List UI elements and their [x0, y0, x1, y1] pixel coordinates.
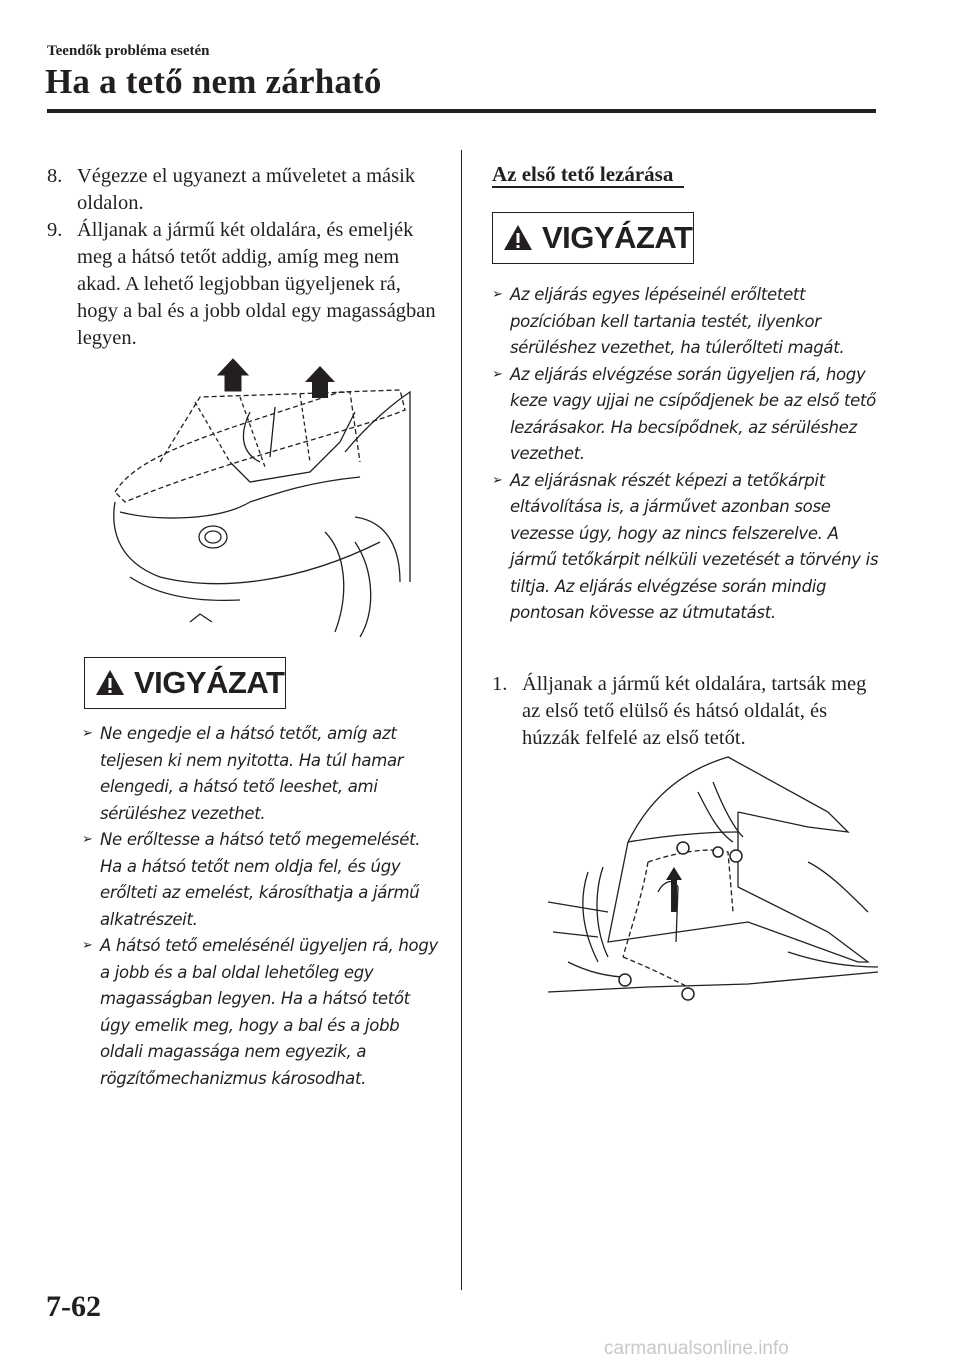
- column-divider: [461, 150, 462, 1290]
- front-roof-lift-illustration: [548, 752, 880, 1012]
- arrow-bullet-icon: ➢: [492, 287, 503, 302]
- arrow-bullet-icon: ➢: [82, 938, 93, 953]
- caution-box: [84, 657, 286, 709]
- step-text: Álljanak a jármű két oldalára, és emeljék meg a hátsó tetőt addig, amíg meg nem akad. A lehető legjobban ügyeljenek rá, hogy a bal és a jobb oldal egy magasságban legyen.: [77, 219, 436, 349]
- step-9: [47, 217, 437, 352]
- caution-item: ➢ Az eljárásnak részét képezi a tetőkárpit eltávolítása is, a járművet azonban sose vezesse úgy, hogy az nincs felszerelve. A jármű tetőkárpit nélküli vezetését a törvény is tiltja. Az eljárás elvégzése során mindig pontosan kövesse az útmutatást.: [492, 468, 882, 627]
- step-text: Álljanak a jármű két oldalára, tartsák meg az első tető elülső és hátsó oldalát, és húzzák felfelé az első tetőt.: [522, 673, 867, 749]
- caution-label: VIGYÁZAT: [542, 220, 693, 255]
- caution-box: [492, 212, 694, 264]
- section-label: Teendők probléma esetén: [47, 43, 210, 59]
- arrow-bullet-icon: ➢: [492, 366, 503, 382]
- caution-list: [82, 721, 442, 1092]
- page-title: Ha a tető nem zárható: [45, 62, 382, 101]
- arrow-bullet-icon: ➢: [82, 832, 93, 847]
- caution-item: ➢ Az eljárás egyes lépéseinél erőltetett pozícióban kell tartania testét, ilyenkor sérüléshez vezethet, ha túlerőlteti magát.: [492, 282, 882, 362]
- step-number: 8.: [47, 165, 63, 187]
- caution-list: [492, 282, 882, 627]
- caution-item: ➢ A hátsó tető emelésénél ügyeljen rá, hogy a jobb és a bal oldal lehetőleg egy magasságban legyen. Ha a hátsó tetőt úgy emelik meg, hogy a bal és a jobb oldali magassága nem egyezik, a rögzítőmechanizmus károsodhat.: [82, 933, 442, 1092]
- step-8: [47, 163, 437, 217]
- rear-roof-lift-illustration: [100, 352, 418, 642]
- title-rule: [47, 109, 876, 113]
- step-1: [492, 671, 882, 752]
- caution-item: ➢ Ne engedje el a hátsó tetőt, amíg azt teljesen ki nem nyitotta. Ha túl hamar elengedi, a hátsó tető leeshet, ami sérüléshez vezethet.: [82, 721, 442, 827]
- caution-item: ➢ Ne erőltesse a hátsó tető megemelését. Ha a hátsó tetőt nem oldja fel, és úgy erőlteti az emelést, károsíthatja a jármű alkatrészeit.: [82, 827, 442, 933]
- caution-label: VIGYÁZAT: [134, 665, 285, 700]
- page-number: 7-62: [46, 1290, 101, 1323]
- arrow-bullet-icon: ➢: [492, 472, 503, 488]
- section-heading: Az első tető lezárása: [492, 162, 674, 186]
- step-number: 1.: [492, 673, 508, 695]
- caution-item: ➢ Az eljárás elvégzése során ügyeljen rá, hogy keze vagy ujjai ne csípődjenek be az első tető lezárásakor. Ha becsípődnek, az sérüléshez vezethet.: [492, 362, 882, 468]
- watermark: carmanualsonline.info: [604, 1338, 789, 1359]
- step-text: Végezze el ugyanezt a műveletet a másik oldalon.: [77, 165, 416, 214]
- section-heading-underline: [492, 186, 684, 188]
- warning-triangle-icon: [503, 224, 533, 252]
- arrow-bullet-icon: ➢: [82, 726, 93, 741]
- step-number: 9.: [47, 219, 63, 241]
- warning-triangle-icon: [95, 669, 125, 697]
